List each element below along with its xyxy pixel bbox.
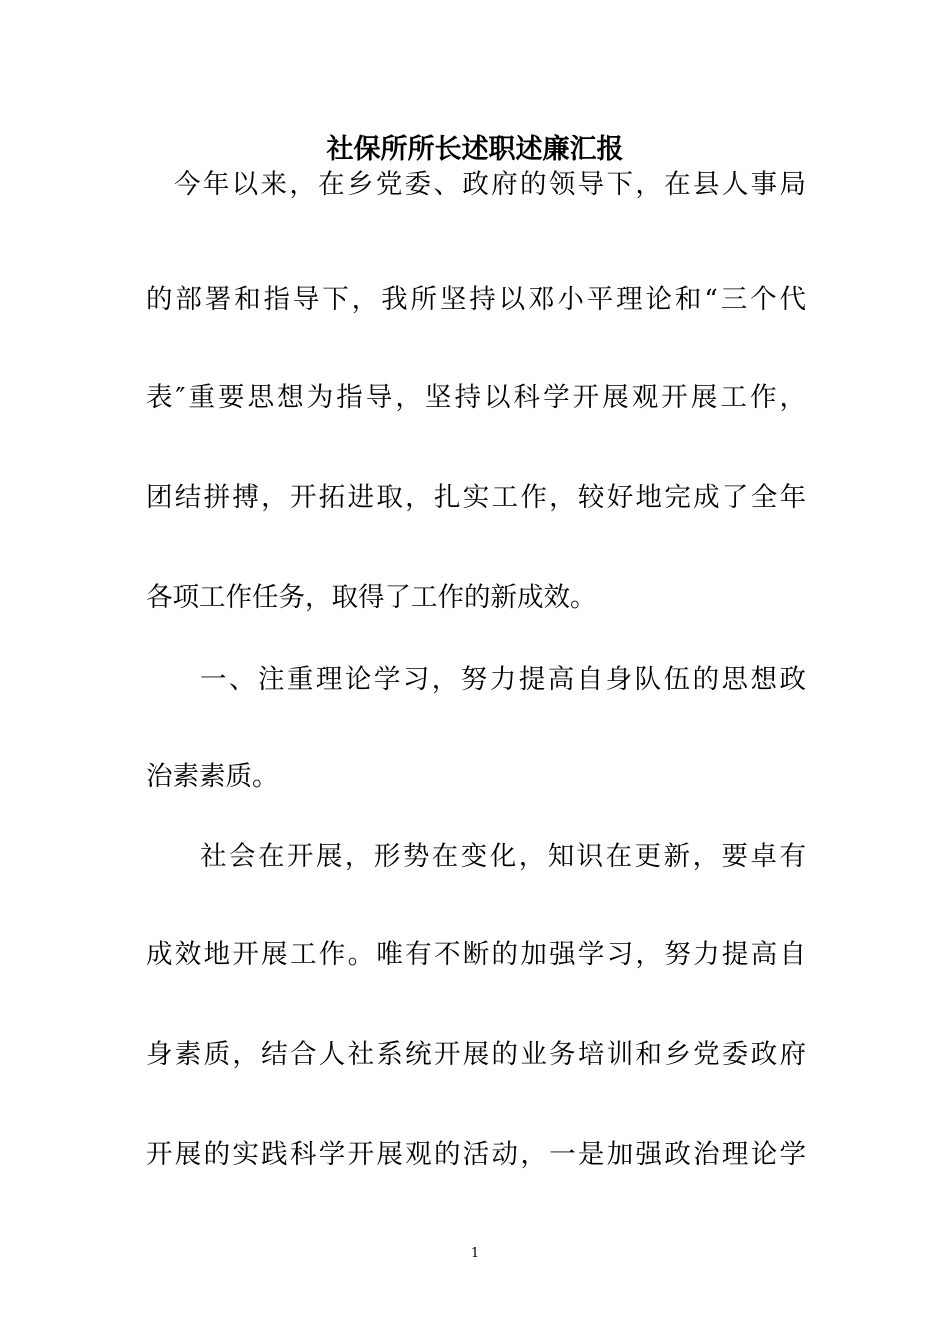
section-heading-line: 一、注重理论学习，努力提高自身队伍的思想政 [200, 664, 806, 695]
paragraph-line: 今年以来，在乡党委、政府的领导下，在县人事局 [174, 169, 806, 200]
section-heading-line: 治素素质。 [146, 761, 279, 792]
paragraph-line: 成效地开展工作。唯有不断的加强学习，努力提高自 [146, 939, 806, 970]
paragraph-line: 各项工作任务，取得了工作的新成效。 [146, 582, 597, 613]
paragraph-line: 的部署和指导下，我所坚持以邓小平理论和“三个代 [146, 284, 806, 315]
paragraph-line: 身素质，结合人社系统开展的业务培训和乡党委政府 [146, 1039, 806, 1070]
paragraph-line: 开展的实践科学开展观的活动，一是加强政治理论学 [146, 1139, 806, 1170]
paragraph-line: 社会在开展，形势在变化，知识在更新，要卓有 [200, 841, 806, 872]
paragraph-line: 团结拼搏，开拓进取，扎实工作，较好地完成了全年 [146, 482, 806, 513]
document-title: 社保所所长述职述廉汇报 [326, 134, 624, 165]
paragraph-line: 表″重要思想为指导，坚持以科学开展观开展工作， [146, 382, 806, 413]
page-number: 1 [470, 1246, 480, 1261]
